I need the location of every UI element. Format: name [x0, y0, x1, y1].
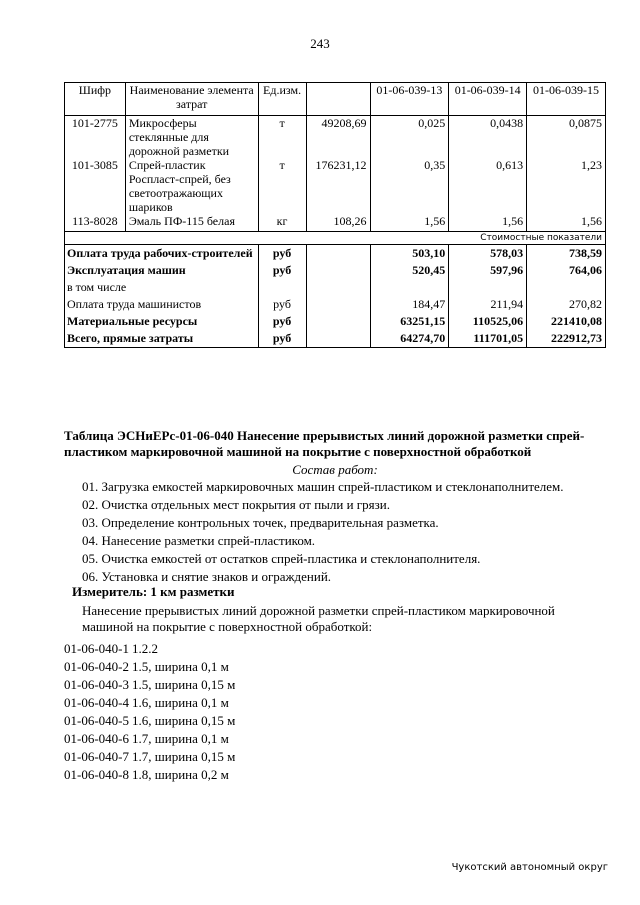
- material-name: Микросферы стеклянные для дорожной разметки: [125, 116, 258, 159]
- material-unit: т: [258, 158, 306, 214]
- material-price: 176231,12: [306, 158, 370, 214]
- list-item: 06. Установка и снятие знаков и ограждений.: [82, 569, 332, 584]
- header-unit: Ед.изм.: [258, 83, 306, 116]
- item-text: 1.2.2: [132, 641, 158, 656]
- material-unit: кг: [258, 214, 306, 232]
- summary-value: 64274,70: [370, 330, 449, 348]
- list-item: [64, 748, 235, 766]
- material-value: 0,0438: [449, 116, 527, 159]
- item-code: 01-06-040-5: [64, 713, 129, 728]
- summary-unit: руб: [258, 262, 306, 279]
- summary-name: Оплата труда рабочих-строителей: [65, 245, 259, 263]
- list-item: 02. Очистка отдельных мест покрытия от пыли и грязи.: [82, 497, 390, 512]
- material-price: 108,26: [306, 214, 370, 232]
- table-row: [65, 296, 606, 313]
- work-composition-heading: Состав работ:: [292, 462, 378, 477]
- summary-unit: руб: [258, 245, 306, 263]
- item-text: 1.5, ширина 0,15 м: [132, 677, 236, 692]
- table-row: [65, 262, 606, 279]
- list-item: [64, 694, 235, 712]
- summary-name: Всего, прямые затраты: [65, 330, 259, 348]
- list-item: 03. Определение контрольных точек, предварительная разметка.: [82, 515, 439, 530]
- item-code: 01-06-040-3: [64, 677, 129, 692]
- summary-name: Оплата труда машинистов: [65, 296, 259, 313]
- summary-value: 110525,06: [449, 313, 527, 330]
- material-value: 0,613: [449, 158, 527, 214]
- header-col-13: 01-06-039-13: [370, 83, 449, 116]
- material-price: 49208,69: [306, 116, 370, 159]
- cost-indicators-label: Стоимостные показатели: [370, 232, 606, 245]
- item-code: 01-06-040-8: [64, 767, 129, 782]
- item-code: 01-06-040-2: [64, 659, 129, 674]
- table-row: [65, 214, 606, 232]
- material-name: Спрей-пластик Роспласт-спрей, без светоотражающих шариков: [125, 158, 258, 214]
- table-row: [65, 313, 606, 330]
- material-value: 0,025: [370, 116, 449, 159]
- material-code: 101-3085: [65, 158, 126, 214]
- table-row: [65, 330, 606, 348]
- item-code: 01-06-040-4: [64, 695, 129, 710]
- item-text: 1.7, ширина 0,1 м: [132, 731, 229, 746]
- header-col-15: 01-06-039-15: [527, 83, 606, 116]
- table-row: [65, 158, 606, 214]
- summary-value: 764,06: [527, 262, 606, 279]
- list-item: [64, 658, 235, 676]
- material-code: 113-8028: [65, 214, 126, 232]
- item-text: 1.6, ширина 0,15 м: [132, 713, 236, 728]
- material-value: 1,23: [527, 158, 606, 214]
- table-row: [65, 116, 606, 159]
- summary-value: 270,82: [527, 296, 606, 313]
- summary-value: 578,03: [449, 245, 527, 263]
- material-value: 0,35: [370, 158, 449, 214]
- list-item: [64, 730, 235, 748]
- section-description: Нанесение прерывистых линий дорожной разметки спрей-пластиком маркировочной машиной на покрытие с поверхностной обработкой:: [82, 603, 555, 634]
- material-value: 1,56: [370, 214, 449, 232]
- material-code: 101-2775: [65, 116, 126, 159]
- code-list: [64, 640, 235, 784]
- summary-value: [527, 279, 606, 296]
- header-code: Шифр: [65, 83, 126, 116]
- item-code: 01-06-040-6: [64, 731, 129, 746]
- material-name: Эмаль ПФ-115 белая: [125, 214, 258, 232]
- summary-value: [449, 279, 527, 296]
- summary-value: 221410,08: [527, 313, 606, 330]
- header-price: [306, 83, 370, 116]
- material-value: 1,56: [527, 214, 606, 232]
- measure-unit: Измеритель: 1 км разметки: [72, 584, 235, 599]
- table-row: [65, 279, 606, 296]
- summary-value: 184,47: [370, 296, 449, 313]
- summary-value: 738,59: [527, 245, 606, 263]
- summary-value: [370, 279, 449, 296]
- summary-value: 111701,05: [449, 330, 527, 348]
- material-value: 1,56: [449, 214, 527, 232]
- summary-value: 63251,15: [370, 313, 449, 330]
- material-unit: т: [258, 116, 306, 159]
- table-row: [65, 245, 606, 263]
- header-col-14: 01-06-039-14: [449, 83, 527, 116]
- section-title: Таблица ЭСНиЕРс-01-06-040 Нанесение прерывистых линий дорожной разметки спрей-пластиком маркировочной машиной на покрытие с поверхностной обработкой: [64, 428, 585, 459]
- cost-indicators-row: [65, 232, 606, 245]
- footer-region: Чукотский автономный округ: [451, 862, 608, 873]
- item-text: 1.6, ширина 0,1 м: [132, 695, 229, 710]
- summary-value: 520,45: [370, 262, 449, 279]
- list-item: 05. Очистка емкостей от остатков спрей-пластика и стеклонаполнителя.: [82, 551, 481, 566]
- summary-unit: руб: [258, 313, 306, 330]
- summary-name: Эксплуатация машин: [65, 262, 259, 279]
- summary-value: 503,10: [370, 245, 449, 263]
- summary-value: 211,94: [449, 296, 527, 313]
- page-number: 243: [310, 36, 330, 51]
- summary-unit: руб: [258, 330, 306, 348]
- item-text: 1.7, ширина 0,15 м: [132, 749, 236, 764]
- list-item: 01. Загрузка емкостей маркировочных машин спрей-пластиком и стеклонаполнителем.: [82, 479, 564, 494]
- summary-unit: руб: [258, 296, 306, 313]
- list-item: 04. Нанесение разметки спрей-пластиком.: [82, 533, 316, 548]
- summary-name: в том числе: [65, 279, 259, 296]
- header-name: Наименование элемента затрат: [125, 83, 258, 116]
- item-code: 01-06-040-1: [64, 641, 129, 656]
- item-text: 1.8, ширина 0,2 м: [132, 767, 229, 782]
- summary-name: Материальные ресурсы: [65, 313, 259, 330]
- list-item: [64, 712, 235, 730]
- summary-unit: [258, 279, 306, 296]
- item-code: 01-06-040-7: [64, 749, 129, 764]
- item-text: 1.5, ширина 0,1 м: [132, 659, 229, 674]
- list-item: [64, 640, 235, 658]
- work-list: [82, 478, 564, 586]
- list-item: [64, 766, 235, 784]
- table-header-row: [65, 83, 606, 116]
- list-item: [64, 676, 235, 694]
- summary-value: 222912,73: [527, 330, 606, 348]
- resource-table: [64, 82, 606, 348]
- summary-value: 597,96: [449, 262, 527, 279]
- material-value: 0,0875: [527, 116, 606, 159]
